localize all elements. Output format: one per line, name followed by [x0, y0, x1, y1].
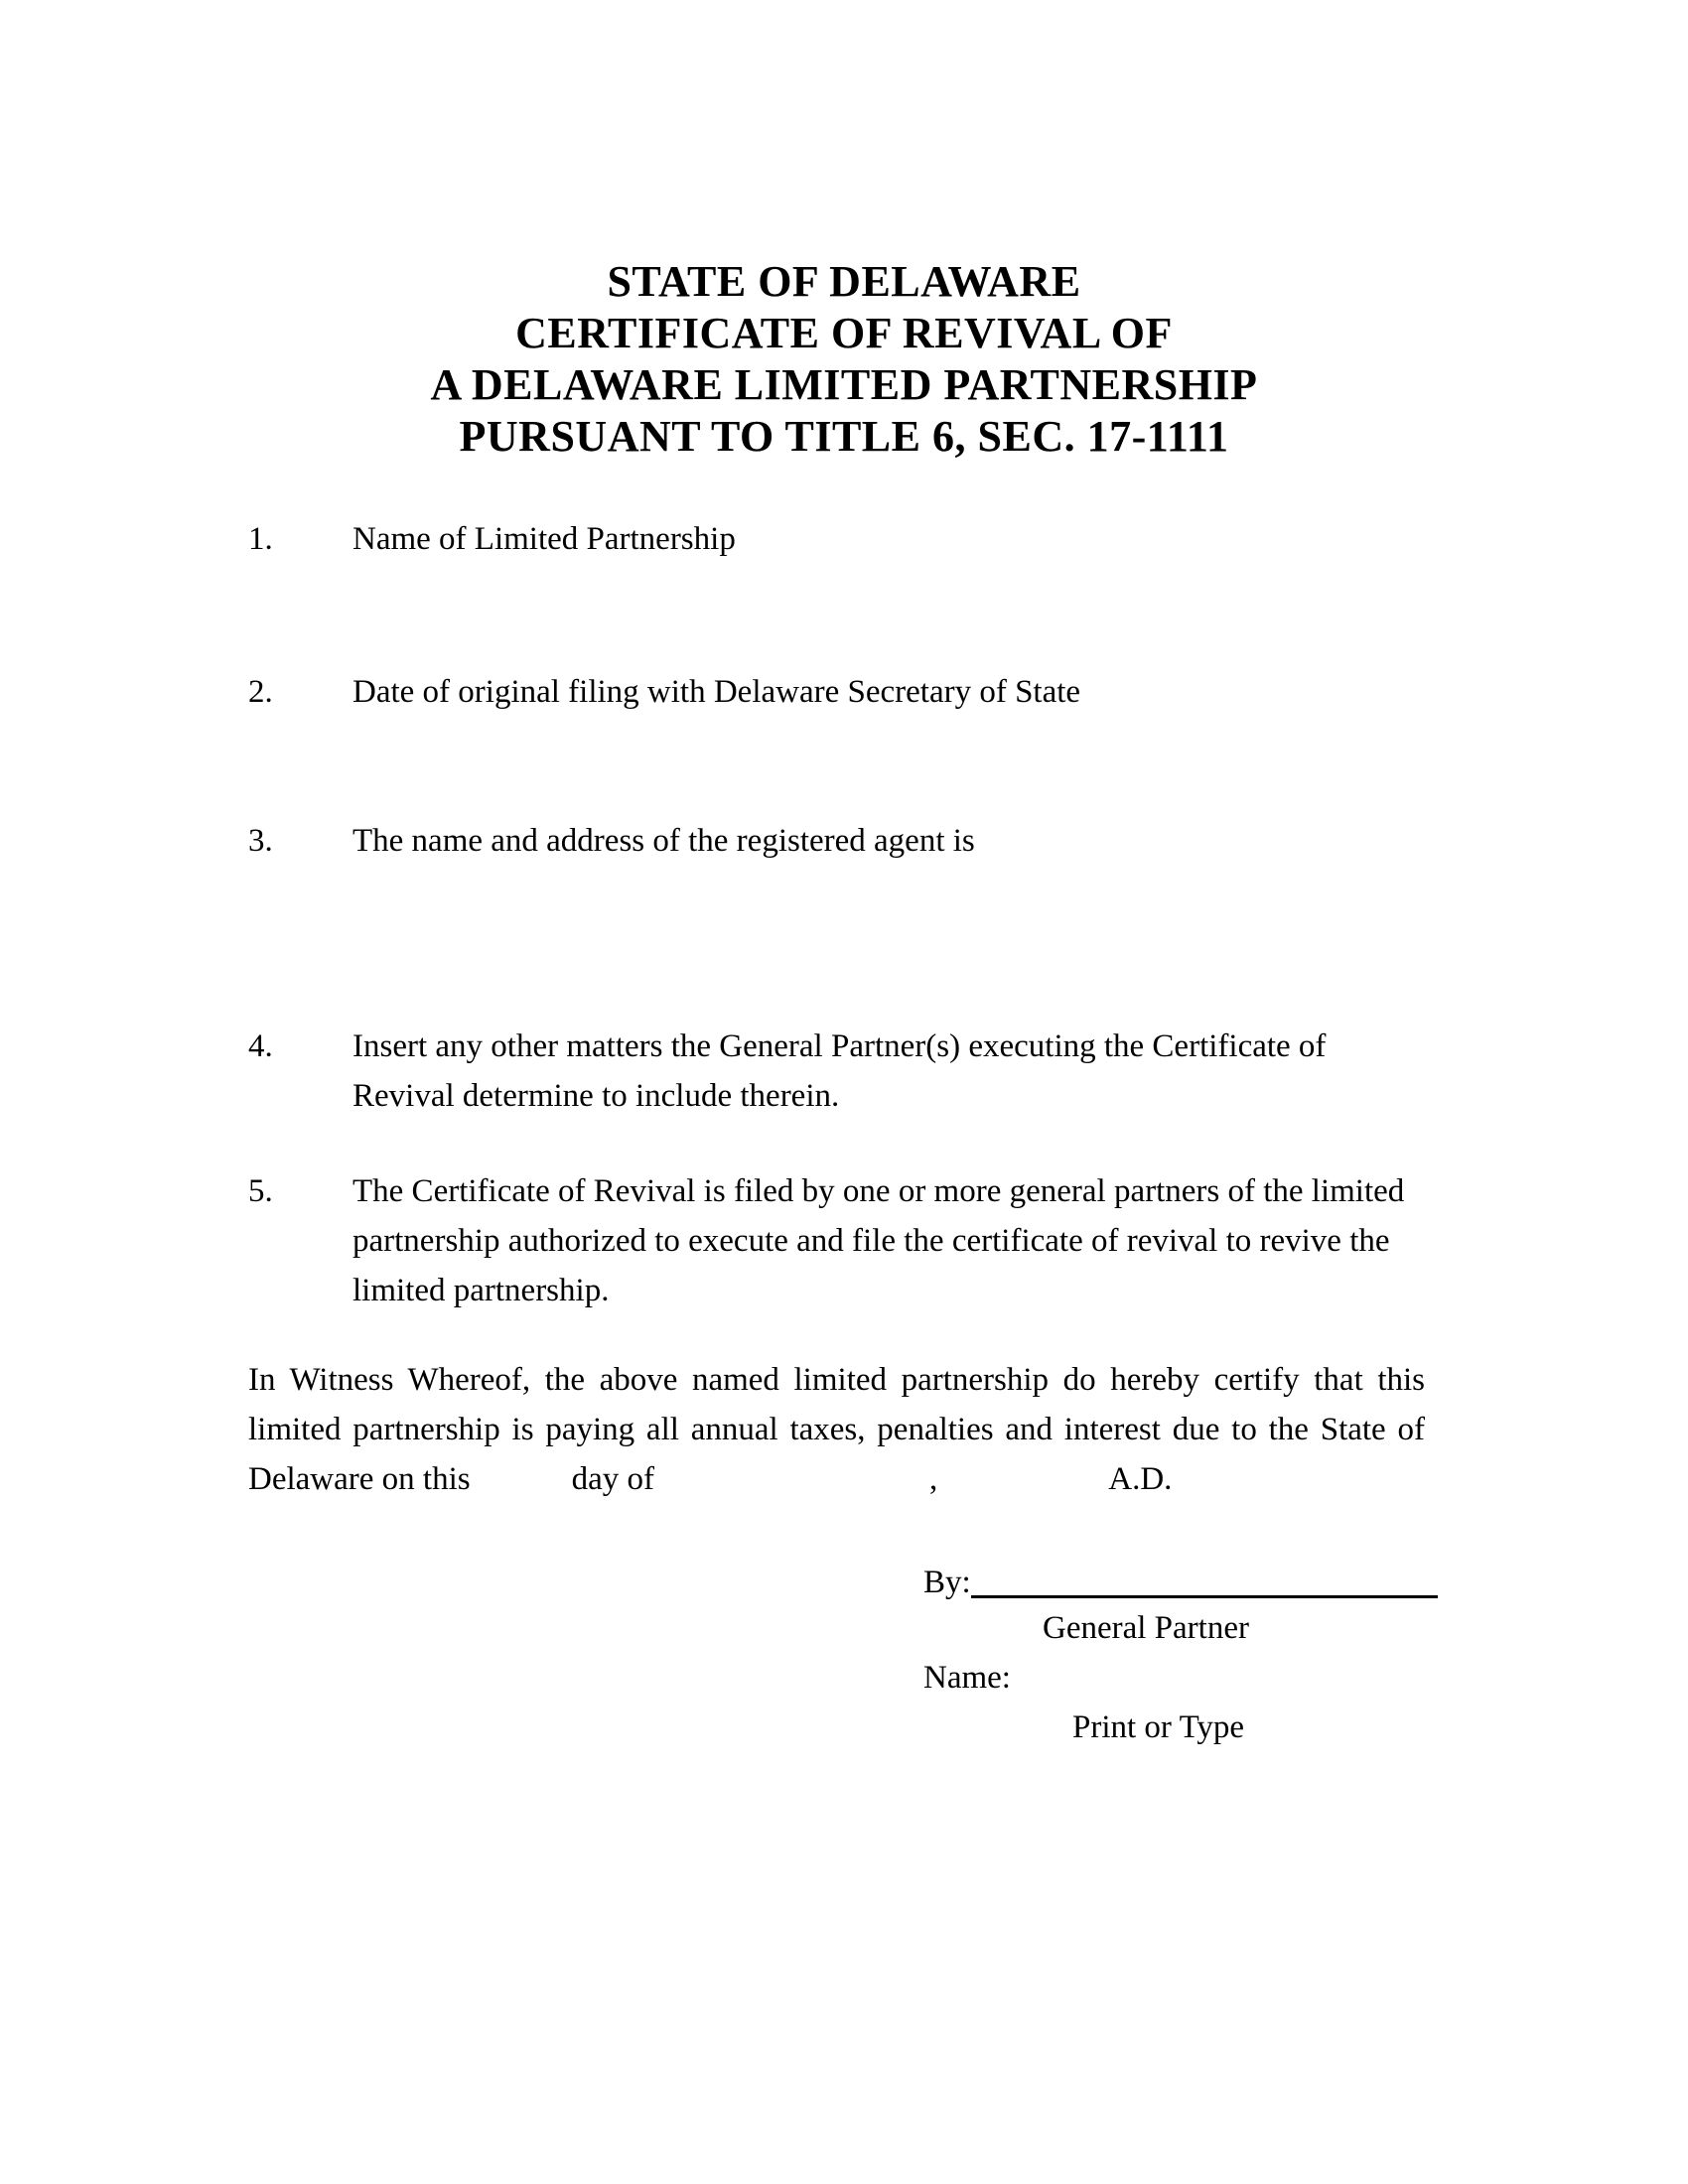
- witness-day-of-label: day of: [571, 1461, 654, 1497]
- print-or-type-caption: Print or Type: [1072, 1709, 1245, 1745]
- item-1-text: [352, 514, 736, 564]
- title-line-3: A DELAWARE LIMITED PARTNERSHIP: [430, 360, 1258, 409]
- item-4-line-1: Insert any other matters the General Partner(s) executing the Certificate of: [352, 1028, 1327, 1064]
- item-5-line-3: limited partnership.: [352, 1273, 610, 1308]
- signature-by-row: [923, 1558, 1438, 1607]
- item-4-number: 4.: [248, 1028, 273, 1064]
- item-4-text: [352, 1022, 1326, 1121]
- item-2-line-1: Date of original filing with Delaware Secretary of State: [352, 674, 1081, 710]
- item-3-line-1: The name and address of the registered agent is: [352, 823, 975, 859]
- item-3-number: 3.: [248, 823, 273, 859]
- witness-line-1: In Witness Whereof, the above named limited partnership do hereby certify that this: [248, 1362, 1425, 1398]
- signature-line: [971, 1595, 1438, 1598]
- witness-line-3: [248, 1454, 1425, 1504]
- item-5-number: 5.: [248, 1173, 273, 1209]
- witness-line-3-prefix: Delaware on this: [248, 1461, 471, 1497]
- title-line-1: STATE OF DELAWARE: [607, 257, 1081, 306]
- document-title: [0, 256, 1688, 463]
- witness-paragraph: [248, 1355, 1425, 1504]
- witness-line-2: limited partnership is paying all annual taxes, penalties and interest due to the State of: [248, 1412, 1425, 1447]
- title-line-2: CERTIFICATE OF REVIVAL OF: [515, 309, 1173, 357]
- item-2-text: [352, 667, 1080, 717]
- name-label: Name:: [923, 1660, 1011, 1696]
- item-5-line-1: The Certificate of Revival is filed by one or more general partners of the limited: [352, 1173, 1405, 1209]
- item-4-line-2: Revival determine to include therein.: [352, 1078, 840, 1114]
- item-2-number: 2.: [248, 674, 273, 710]
- by-label: By:: [923, 1565, 971, 1600]
- witness-ad-label: A.D.: [1108, 1461, 1173, 1497]
- item-1-number: 1.: [248, 521, 273, 557]
- item-1-line-1: Name of Limited Partnership: [352, 521, 736, 557]
- item-5-line-2: partnership authorized to execute and file the certificate of revival to revive the: [352, 1223, 1390, 1259]
- title-line-4: PURSUANT TO TITLE 6, SEC. 17-1111: [459, 412, 1229, 461]
- general-partner-caption: General Partner: [1043, 1610, 1249, 1646]
- item-3-text: [352, 816, 975, 866]
- item-5-text: [352, 1166, 1404, 1315]
- witness-comma: ,: [928, 1461, 938, 1497]
